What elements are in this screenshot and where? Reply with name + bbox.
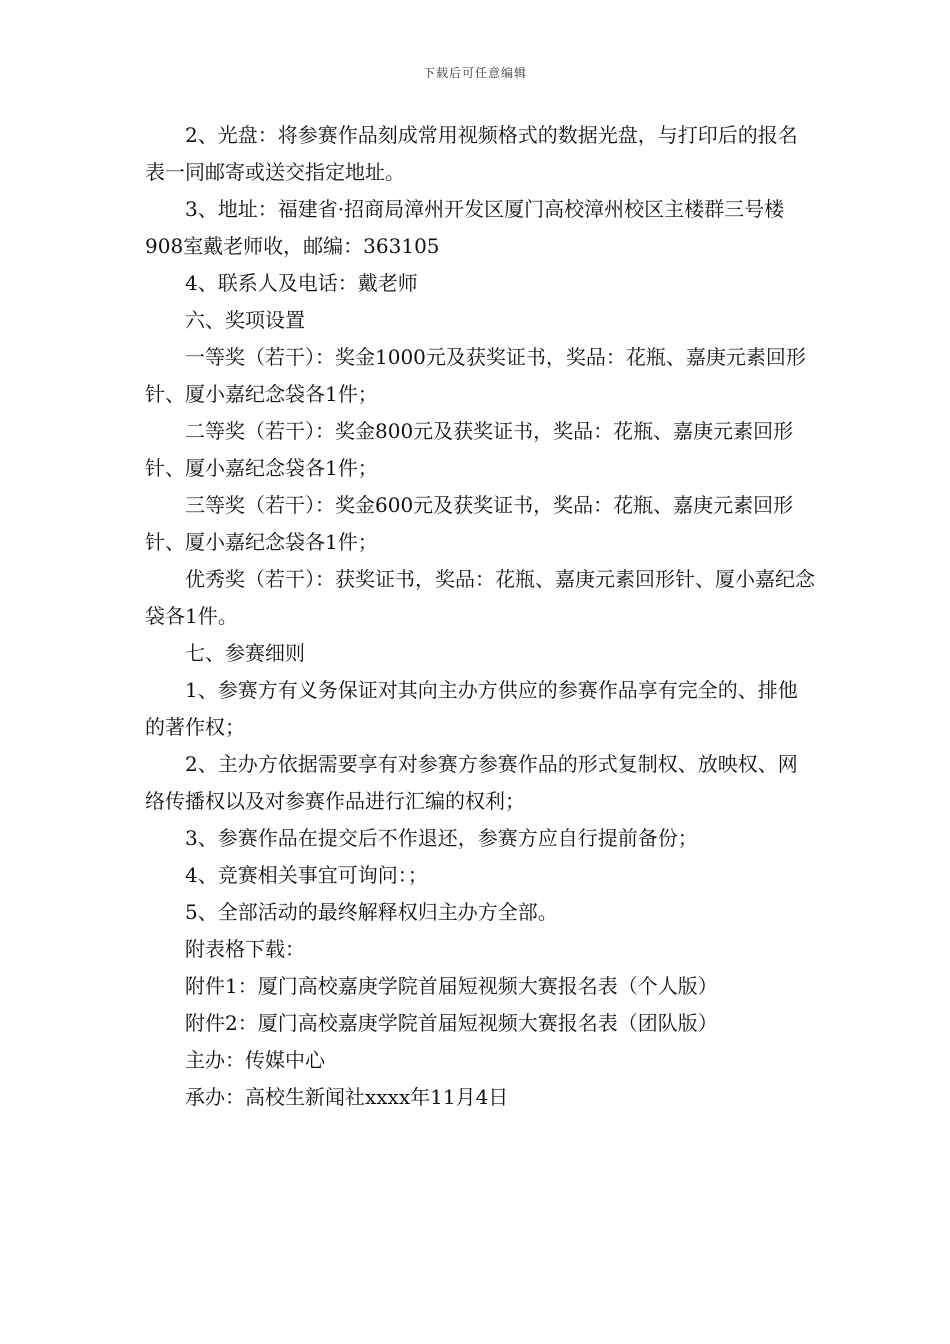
paragraph-second-prize: 二等奖（若干）：奖金800元及获奖证书，奖品：花瓶、嘉庚元素回形针、厦小嘉纪念袋各1件； xyxy=(145,419,794,480)
paragraph-co-organizer-date: 承办：高校生新闻社xxxx年11月4日 xyxy=(185,1085,509,1109)
paragraph-attachment-1: 附件1：厦门高校嘉庚学院首届短视频大赛报名表（个人版） xyxy=(185,974,718,998)
paragraph-first-prize: 一等奖（若干）：奖金1000元及获奖证书，奖品：花瓶、嘉庚元素回形针、厦小嘉纪念袋各1件； xyxy=(145,345,806,406)
section-heading-awards: 六、奖项设置 xyxy=(185,308,305,332)
paragraph-contact: 4、联系人及电话：戴老师 xyxy=(185,271,418,295)
section-heading-rules: 七、参赛细则 xyxy=(185,641,305,665)
paragraph-rule-2: 2、主办方依据需要享有对参赛方参赛作品的形式复制权、放映权、网络传播权以及对参赛作品进行汇编的权利； xyxy=(145,752,798,813)
paragraph-attachments-heading: 附表格下载： xyxy=(185,937,305,961)
paragraph-address: 3、地址：福建省·招商局漳州开发区厦门高校漳州校区主楼群三号楼908室戴老师收，邮编：363105 xyxy=(145,197,785,258)
paragraph-disc: 2、光盘：将参赛作品刻成常用视频格式的数据光盘，与打印后的报名表一同邮寄或送交指定地址。 xyxy=(145,123,798,184)
paragraph-attachment-2: 附件2：厦门高校嘉庚学院首届短视频大赛报名表（团队版） xyxy=(185,1011,718,1035)
paragraph-excellence-prize: 优秀奖（若干）：获奖证书，奖品：花瓶、嘉庚元素回形针、厦小嘉纪念袋各1件。 xyxy=(145,567,815,628)
page-header: 下载后可任意编辑 xyxy=(422,66,527,80)
paragraph-rule-5: 5、全部活动的最终解释权归主办方全部。 xyxy=(185,900,558,924)
paragraph-rule-3: 3、参赛作品在提交后不作退还，参赛方应自行提前备份； xyxy=(185,826,698,850)
paragraph-organizer: 主办：传媒中心 xyxy=(185,1048,325,1072)
document-body xyxy=(145,117,817,1116)
paragraph-rule-1: 1、参赛方有义务保证对其向主办方供应的参赛作品享有完全的、排他的著作权； xyxy=(145,678,798,739)
paragraph-rule-4: 4、竞赛相关事宜可询问：； xyxy=(185,863,428,887)
paragraph-third-prize: 三等奖（若干）：奖金600元及获奖证书，奖品：花瓶、嘉庚元素回形针、厦小嘉纪念袋各1件； xyxy=(145,493,794,554)
